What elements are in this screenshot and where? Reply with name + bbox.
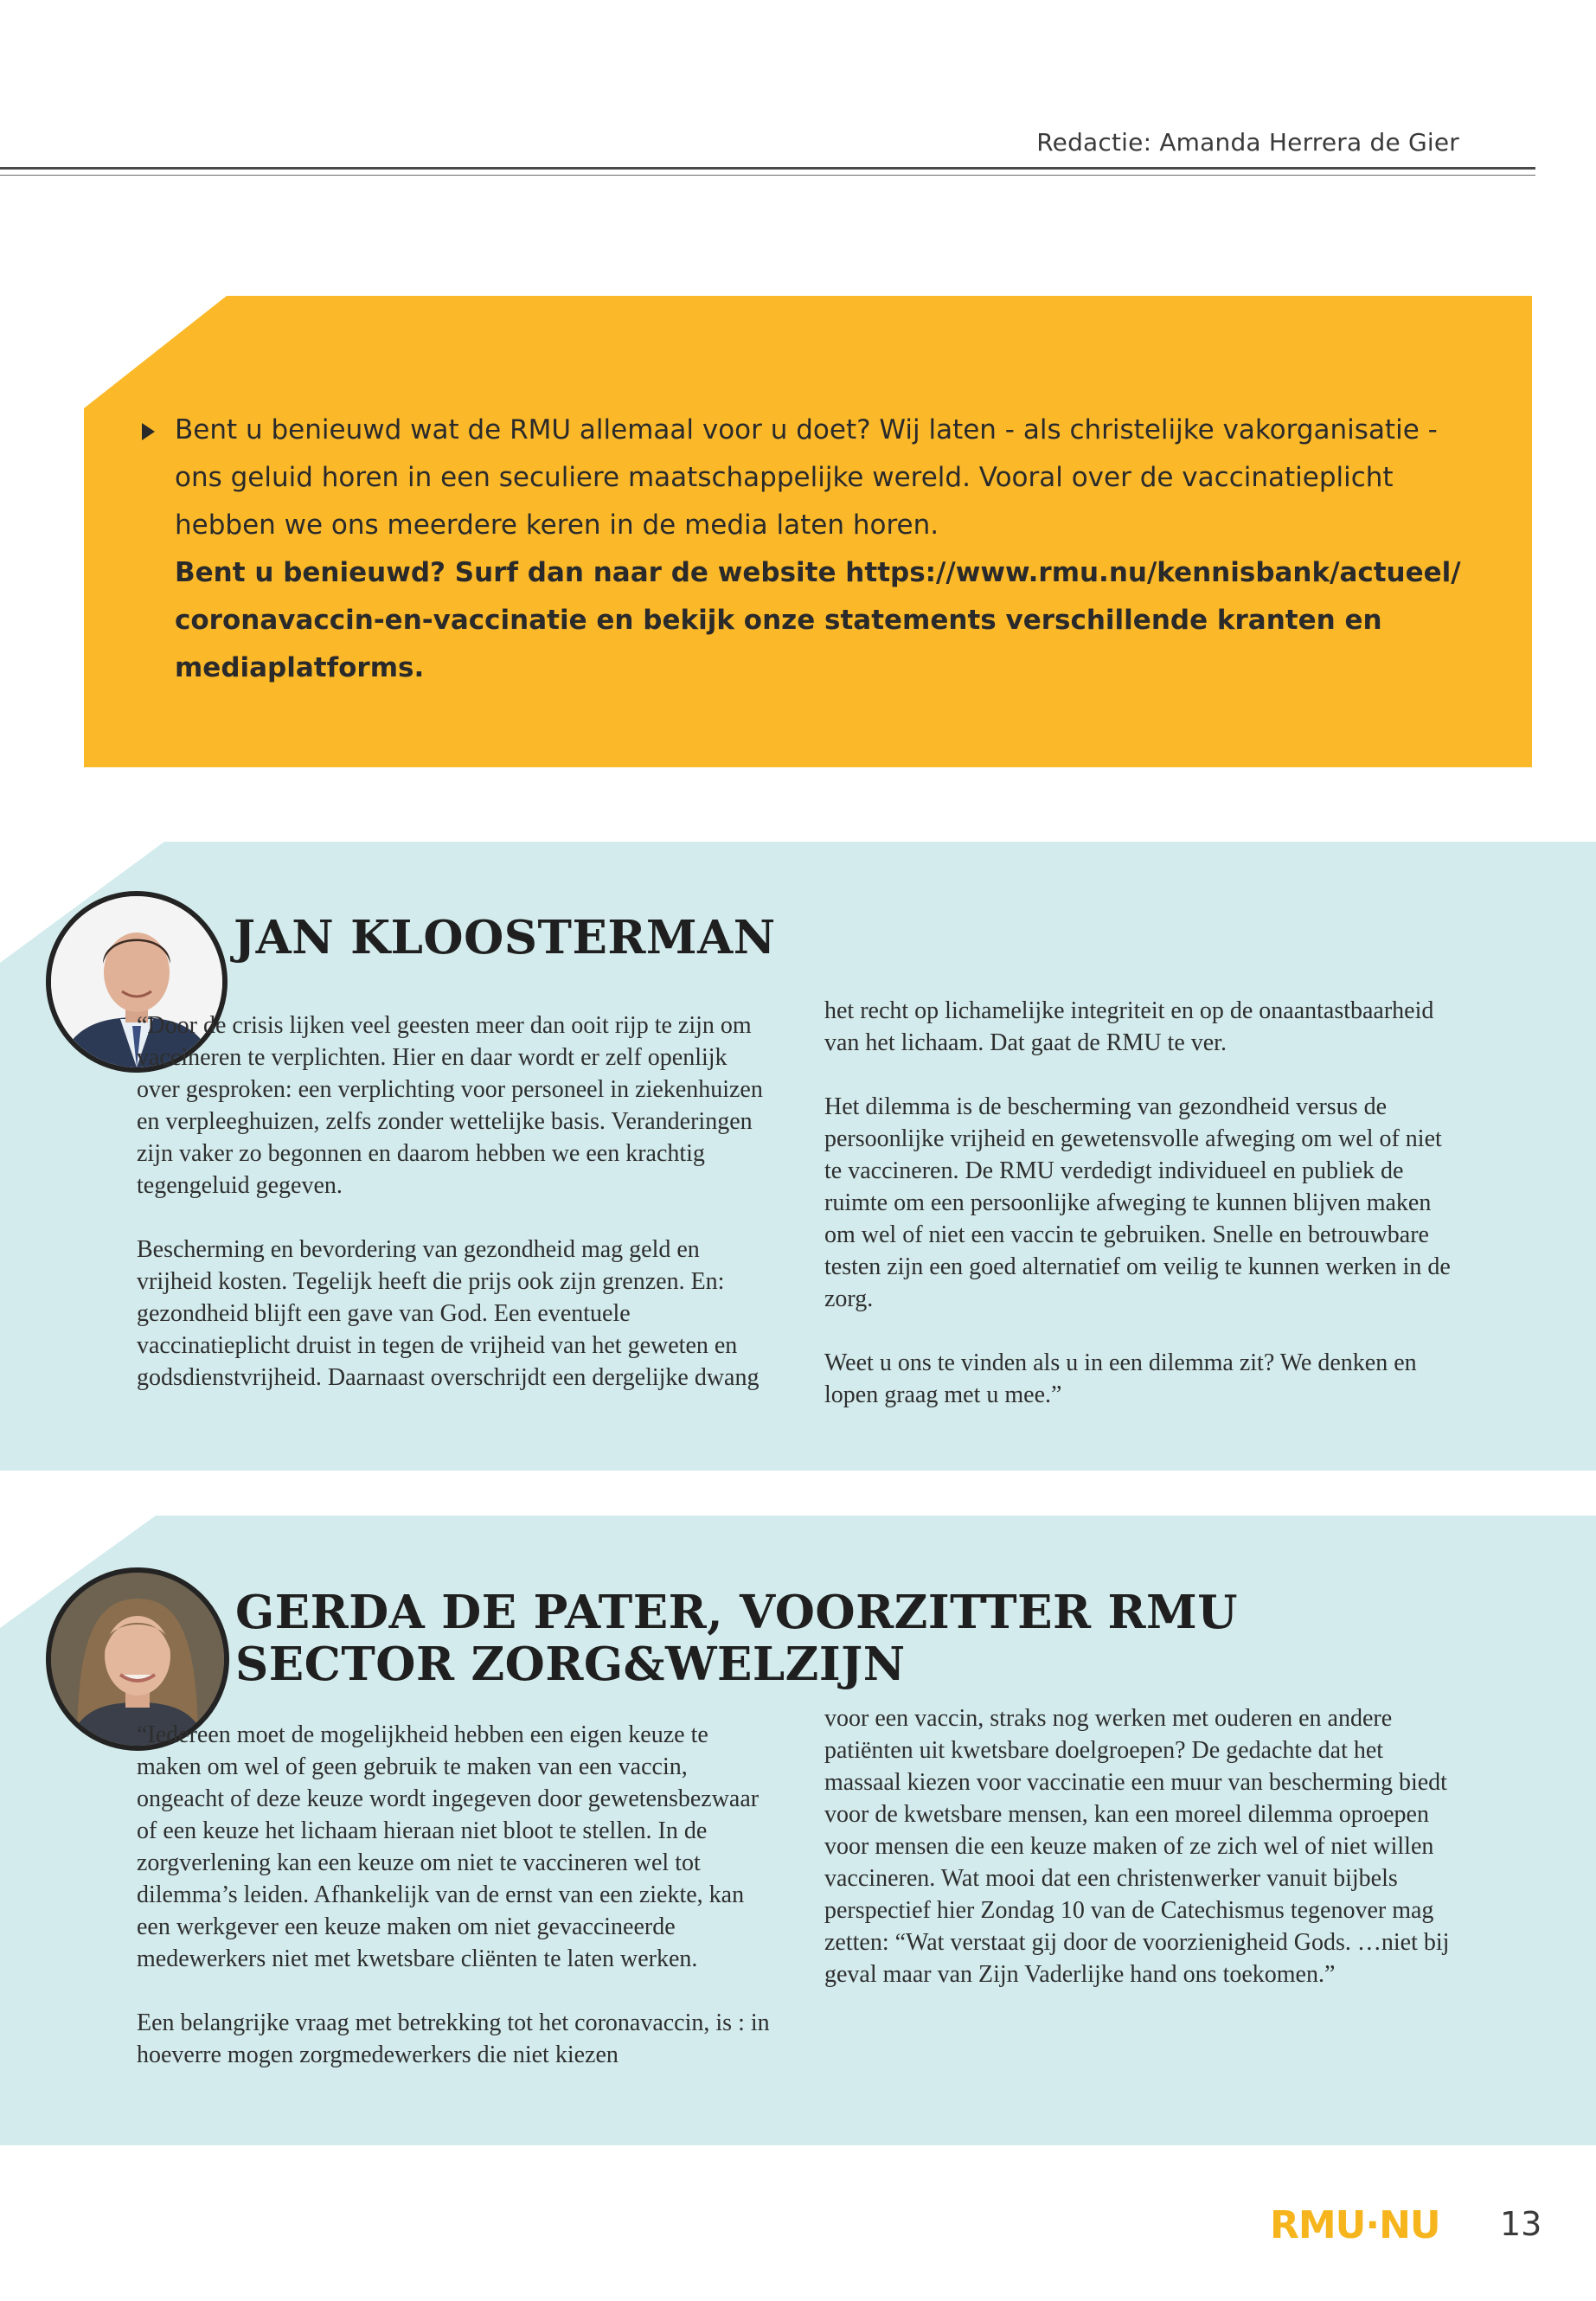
rmu-nu-logo: RMU·NU	[1270, 2203, 1440, 2247]
callout-link-line2[interactable]: coronavaccin-en-vaccinatie en bekijk onze statements verschillende kranten en mediaplatforms.	[175, 605, 1382, 683]
de-pater-left-paragraph-2: Een belangrijke vraag met betrekking tot het coronavaccin, is : in hoeverre mogen zorgmedewerkers die niet kiezen	[137, 2009, 770, 2068]
de-pater-left-column	[137, 1719, 772, 2071]
callout-link-line1[interactable]: Bent u benieuwd? Surf dan naar de website https://www.rmu.nu/kennisbank/actueel/	[175, 557, 1461, 588]
kloosterman-left-paragraph-2: Bescherming en bevordering van gezondheid mag geld en vrijheid kosten. Tegelijk heeft die prijs ook zijn grenzen. En: gezondheid blijft een gave van God. Een eventuele vaccinatieplicht druist in tegen de vrijheid van het geweten en godsdienstvrijheid. Daarnaast overschrijdt een dergelijke dwang	[137, 1236, 760, 1391]
kloosterman-right-paragraph-1: het recht op lichamelijke integriteit en op de onaantastbaarheid van het lichaam. Dat gaat de RMU te ver.	[824, 997, 1434, 1056]
header-rule	[0, 167, 1535, 170]
header-rule-thin	[0, 175, 1535, 176]
editor-credit: Redactie: Amanda Herrera de Gier	[1036, 128, 1459, 157]
callout-link-paragraph[interactable]	[175, 549, 1490, 692]
kloosterman-left-column	[137, 1009, 772, 1394]
person-name-de-pater	[235, 1586, 1238, 1690]
person-name-line2: SECTOR ZORG&WELZIJN	[235, 1638, 906, 1691]
bullet-arrow-icon	[142, 423, 155, 440]
page-number: 13	[1500, 2205, 1542, 2243]
callout-text	[175, 407, 1490, 692]
de-pater-right-column	[824, 1702, 1465, 1990]
person-name-kloosterman: JAN KLOOSTERMAN	[234, 911, 776, 965]
kloosterman-right-column	[824, 995, 1465, 1411]
kloosterman-left-paragraph-1: “Door de crisis lijken veel geesten meer dan ooit rijp te zijn om vaccineren te verplichten. Hier en daar wordt er zelf openlijk over gesproken: een verplichting voor personeel in ziekenhuizen en verpleeghuizen, zelfs zonder wettelijke basis. Veranderingen zijn vaker zo begonnen en daarom hebben we een krachtig tegengeluid gegeven.	[137, 1012, 763, 1199]
de-pater-left-paragraph-1: “Iedereen moet de mogelijkheid hebben een eigen keuze te maken om wel of geen gebruik te maken van een vaccin, ongeacht of deze keuze wordt ingegeven door gewetensbezwaar of een keuze het lichaam hieraan niet bloot te stellen. In de zorgverlening kan een keuze om niet te vaccineren wel tot dilemma’s leiden. Afhankelijk van de ernst van een ziekte, kan een werkgever een keuze maken om niet gevaccineerde medewerkers niet met kwetsbare cliënten te laten werken.	[137, 1721, 760, 1972]
callout-paragraph: Bent u benieuwd wat de RMU allemaal voor u doet? Wij laten - als christelijke vakorganisatie - ons geluid horen in een seculiere maatschappelijke wereld. Vooral over de vaccinatieplicht hebben we ons meerdere keren in de media laten horen.	[175, 414, 1438, 541]
person-name-line1: GERDA DE PATER, VOORZITTER RMU	[235, 1586, 1238, 1639]
de-pater-right-paragraph-1: voor een vaccin, straks nog werken met ouderen en andere patiënten uit kwetsbare doelgroepen? De gedachte dat het massaal kiezen voor vaccinatie een muur van bescherming biedt voor de kwetsbare mensen, kan een moreel dilemma oproepen voor mensen die een keuze maken of ze zich wel of niet willen vaccineren. Wat mooi dat een christenwerker vanuit bijbels perspectief hier Zondag 10 van de Catechismus tegenover mag zetten: “Wat verstaat gij door de voorzienigheid Gods. …niet bij geval maar van Zijn Vaderlijke hand ons toekomen.”	[824, 1705, 1450, 1988]
kloosterman-right-paragraph-3: Weet u ons te vinden als u in een dilemma zit? We denken en lopen graag met u mee.”	[824, 1349, 1417, 1408]
kloosterman-right-paragraph-2: Het dilemma is de bescherming van gezondheid versus de persoonlijke vrijheid en gewetensvolle afweging om wel of niet te vaccineren. De RMU verdedigt individueel en publiek de ruimte om een persoonlijke afweging te kunnen blijven maken om wel of niet een vaccin te gebruiken. Snelle en betrouwbare testen zijn een goed alternatief om veilig te kunnen werken in de zorg.	[824, 1093, 1451, 1312]
